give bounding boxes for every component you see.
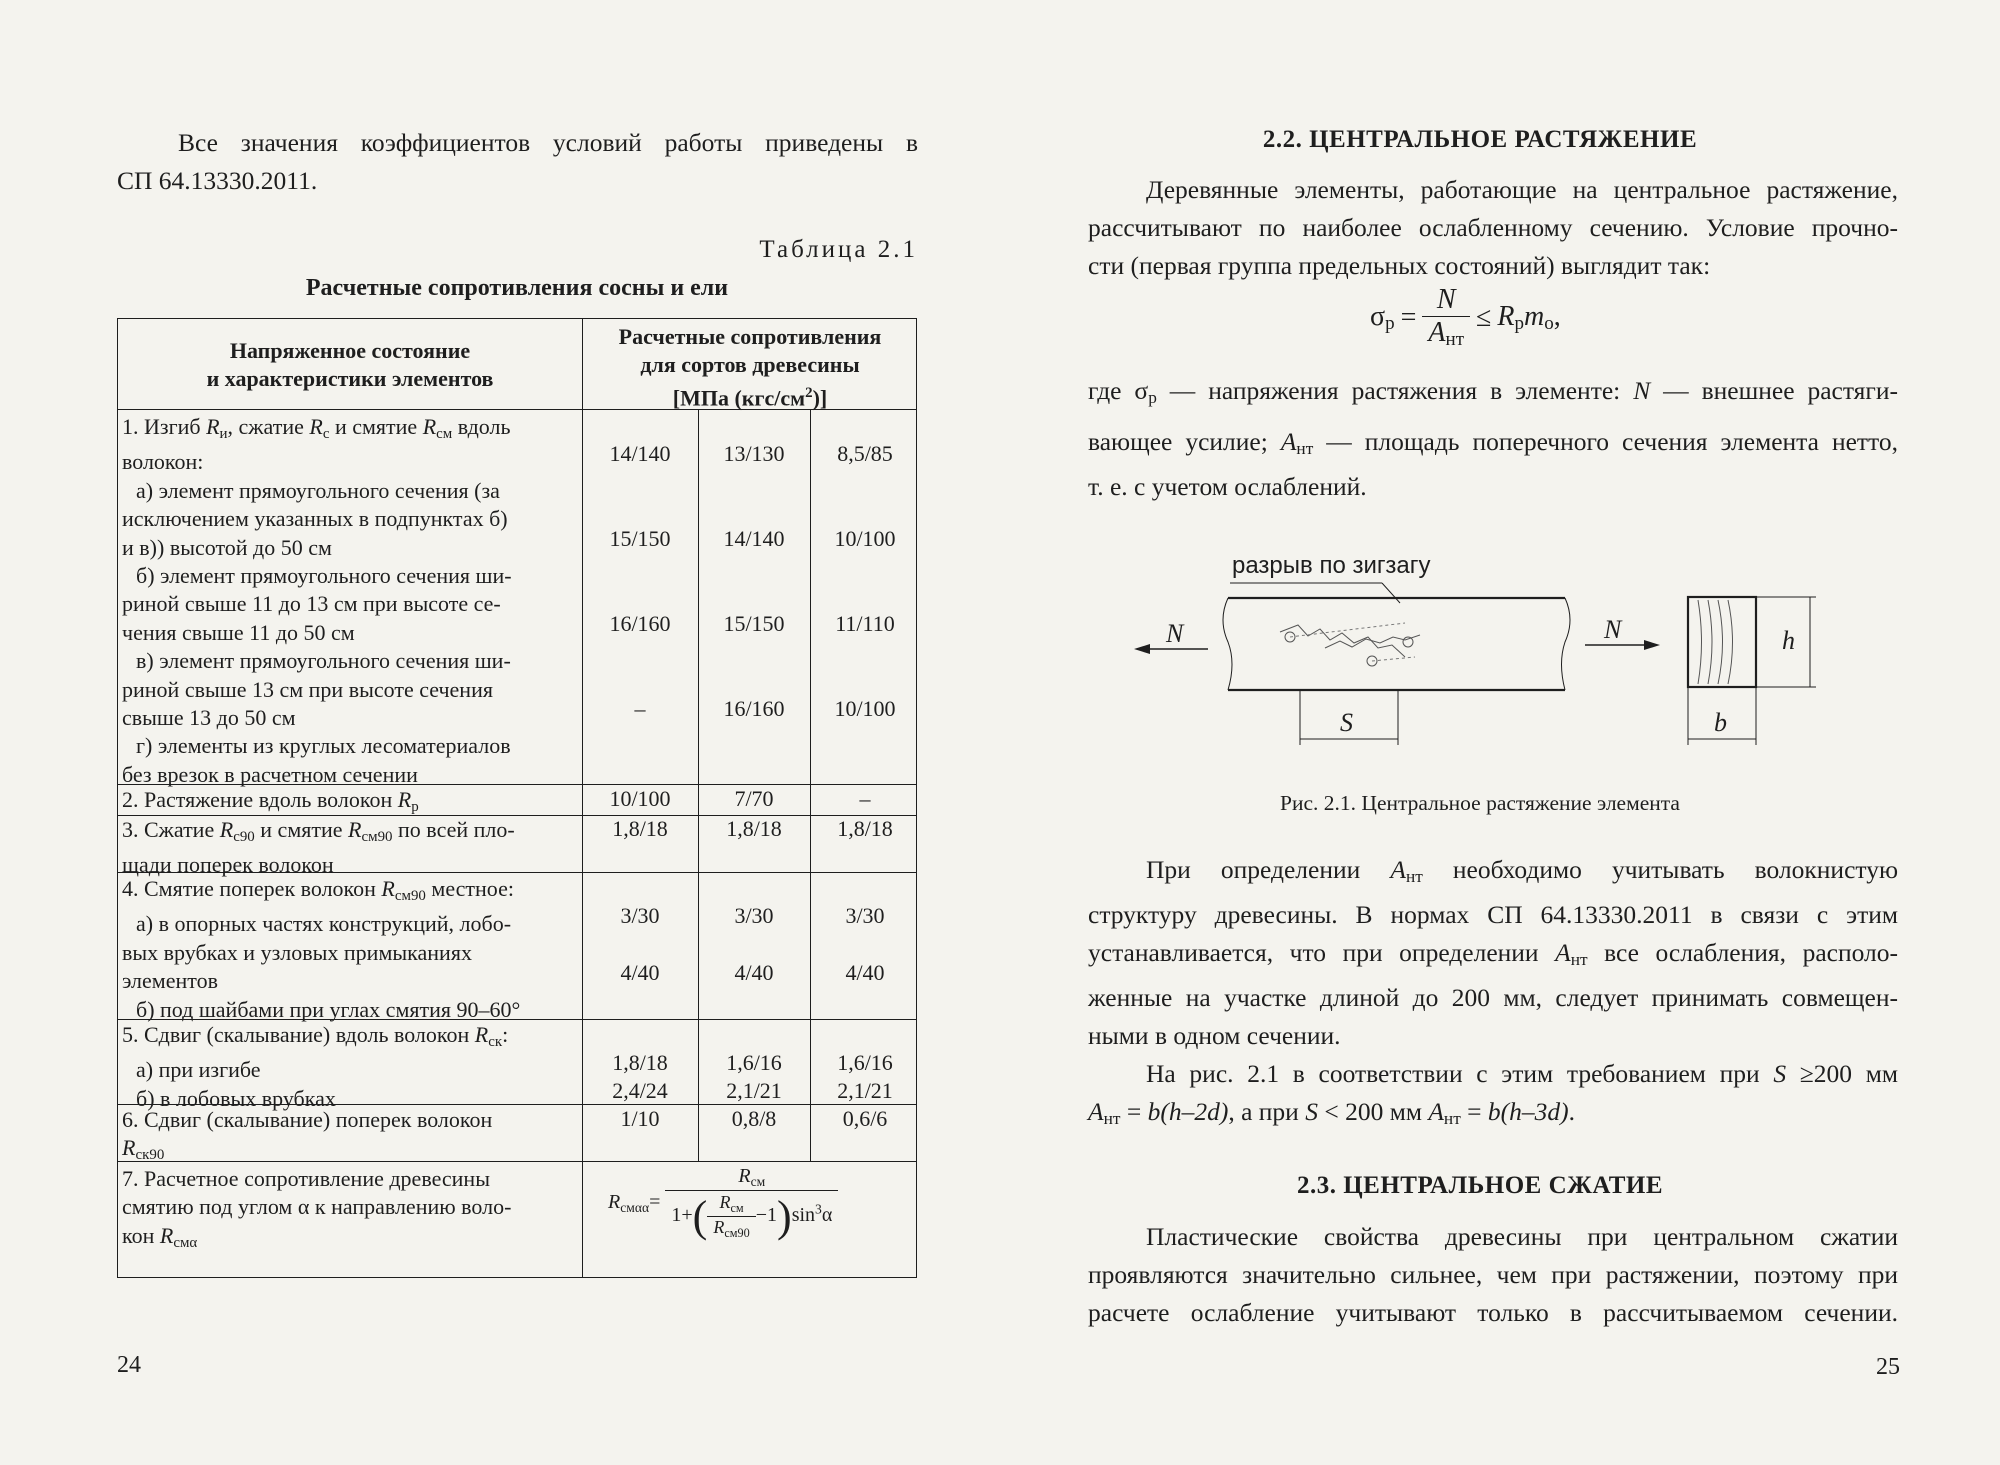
page-number-right: 25 (1876, 1354, 1900, 1380)
element-right-break (1562, 598, 1571, 690)
header-state: Напряженное состояние и характеристики элементов (206, 338, 494, 391)
intro-paragraph-line1: Все значения коэффициентов условий работы приведены в (178, 128, 918, 157)
hole-connector (1372, 657, 1415, 661)
row3-text: 3. Сжатие $R_{с90}$ и смятие $R_{см90}$ по всей пло- щади поперек волокон (122, 817, 515, 878)
figure-caption: Рис. 2.1. Центральное растяжение элемента (1280, 791, 1680, 815)
value-cell: 2,4/24 (612, 1078, 668, 1103)
label-h: h (1782, 626, 1795, 655)
table-col-divider (698, 409, 699, 1161)
value-cell: 4/40 (734, 960, 774, 985)
value-cell: 0,6/6 (842, 1106, 888, 1131)
growth-ring (1708, 600, 1712, 684)
value-cell: 3/30 (620, 903, 660, 928)
growth-ring (1718, 600, 1723, 684)
growth-ring (1698, 600, 1702, 684)
value-cell: 3/30 (734, 903, 774, 928)
row5-text: 5. Сдвиг (скалывание) вдоль волокон $R_{ск}$: а) при изгибе б) в лобовых врубках (122, 1022, 509, 1111)
value-cell: 1/10 (620, 1106, 660, 1131)
value-cell: 1,6/16 (837, 1050, 893, 1075)
value-cell: 14/140 (609, 441, 671, 466)
value-cell: 4/40 (845, 960, 885, 985)
value-cell: 0,8/8 (731, 1106, 777, 1131)
resistance-table (117, 318, 917, 1278)
value-cell: 10/100 (609, 786, 671, 811)
value-cell: 7/70 (734, 786, 774, 811)
value-cell: 10/100 (834, 526, 896, 551)
value-cell: 2,1/21 (726, 1078, 782, 1103)
paragraph-compression: Пластические свойства древесины при центральном сжатии проявляются значительно сильнее, чем при растяжении, поэтому при расчете ослабление учитывают только в рассчитываемом сечении. (1088, 1222, 1898, 1327)
force-arrowhead-right (1644, 640, 1660, 650)
value-cell: 16/160 (609, 611, 671, 636)
value-cell: 14/140 (723, 526, 785, 551)
value-cell: 11/110 (835, 611, 895, 636)
table-col-divider (582, 319, 583, 1277)
row4-text: 4. Смятие поперек волокон $R_{см90}$ местное: а) в опорных частях конструкций, лобо- вых врубках и узловых примыканиях элементов б) под шайбами при углах смятия 90–60° (122, 876, 521, 1022)
zigzag-label: разрыв по зигзагу (1232, 552, 1431, 579)
header-resistance: Расчетные сопротивления для сортов древесины [МПа $(кгс/см^2)$] (618, 324, 882, 411)
right-page (1000, 0, 2000, 1465)
value-cell: 4/40 (620, 960, 660, 985)
value-cell: 8,5/85 (837, 441, 893, 466)
label-n-left: N (1166, 619, 1184, 648)
value-cell: 13/130 (723, 441, 785, 466)
value-cell: 1,8/18 (612, 1050, 668, 1075)
element-left-break (1223, 598, 1232, 690)
value-cell: 3/30 (845, 903, 885, 928)
value-cell: 1,8/18 (726, 816, 782, 841)
table-number: Таблица 2.1 (759, 236, 918, 263)
growth-ring (1728, 600, 1733, 684)
row1-text: 1. Изгиб $R_и$, сжатие $R_с$ и смятие $R_{см}$ вдоль волокон: а) элемент прямоугольного сечения (за исключением указанных в подпунктах б) и в)) высотой до 50 см б) элемент прямоугольного сечения ши- риной свыше 11 до 13 см при высоте се- чения свыше 11 до 50 см в) элемент прямоугольного сечения ши- риной свыше 13 см при высоте сечения свыше 13 до 50 см г) элементы из круглых лесоматериалов без врезок в расчетном сечении (122, 414, 512, 787)
paragraph-intro: Деревянные элементы, работающие на центральное растяжение, рассчитывают по наиболее ослабленному сечению. Условие прочно- сти (первая группа предельных состояний) выглядит так: (1088, 175, 1898, 280)
label-b: b (1714, 708, 1727, 737)
paragraph-determination: При определении $А_{нт}$ необходимо учитывать волокнистую структуру древесины. В нормах СП 64.13330.2011 в связи с этим устанавливается, что при определении $А_{нт}$ все ослабления, располо- женные на участке длиной до 200 мм, следует принимать совмещен- ными в одном сечении. На рис. 2.1 в соответствии с этим требованием при S ≥200 мм $А_{нт} = b(h-2d)$, а при S < 200 мм $А_{нт} = b(h-3d)$. (1088, 855, 1899, 1128)
intro-paragraph-line2: СП 64.13330.2011. (117, 166, 318, 195)
label-leader (1382, 583, 1400, 603)
row7-text: 7. Расчетное сопротивление древесины смятию под углом α к направлению воло- кон $R_{см\alpha}$ (122, 1166, 512, 1251)
value-cell: 1,8/18 (837, 816, 893, 841)
table-col-divider (810, 409, 811, 1161)
row6-text: 6. Сдвиг (скалывание) поперек волокон $R_{ск90}$ (122, 1107, 493, 1164)
crushing-angle-formula: $R_{см\alpha\alpha}=$ $R_{см}$ 1+( $\frac{R_{см}}{R_{см90}}$ $-1)\sin^3\alpha$ (608, 1165, 838, 1242)
force-arrowhead-left (1134, 644, 1150, 654)
label-n-right: N (1604, 615, 1622, 644)
figure-2-1 (1130, 545, 1850, 760)
section-heading-2-2: 2.2. ЦЕНТРАЛЬНОЕ РАСТЯЖЕНИЕ (1262, 126, 1698, 153)
paragraph-where: где $\sigma_р$ — напряжения растяжения в элементе: N — внешнее растяги- вающее усилие; $А_{нт}$ — площадь поперечного сечения элемента нетто, т. е. с учетом ослаблений. (1088, 376, 1898, 501)
value-cell: – (634, 696, 646, 721)
value-cell: 16/160 (723, 696, 785, 721)
value-cell: 15/150 (723, 611, 785, 636)
table-title: Расчетные сопротивления сосны и ели (305, 275, 729, 301)
value-cell: – (859, 786, 871, 811)
value-cell: 15/150 (609, 526, 671, 551)
value-cell: 1,6/16 (726, 1050, 782, 1075)
strength-formula: $\sigma_р$ = $\frac{N}{A_{нт}}$ ≤ $R_рm_о$, (1370, 284, 1561, 350)
value-cell: 1,8/18 (612, 816, 668, 841)
section-heading-2-3: 2.3. ЦЕНТРАЛЬНОЕ СЖАТИЕ (1296, 1172, 1664, 1199)
value-cell: 2,1/21 (837, 1078, 893, 1103)
page-number-left: 24 (117, 1352, 141, 1378)
label-s: S (1340, 708, 1353, 737)
value-cell: 10/100 (834, 696, 896, 721)
zigzag-crack (1280, 625, 1405, 657)
row2-text: 2. Растяжение вдоль волокон $R_р$ (122, 787, 419, 815)
